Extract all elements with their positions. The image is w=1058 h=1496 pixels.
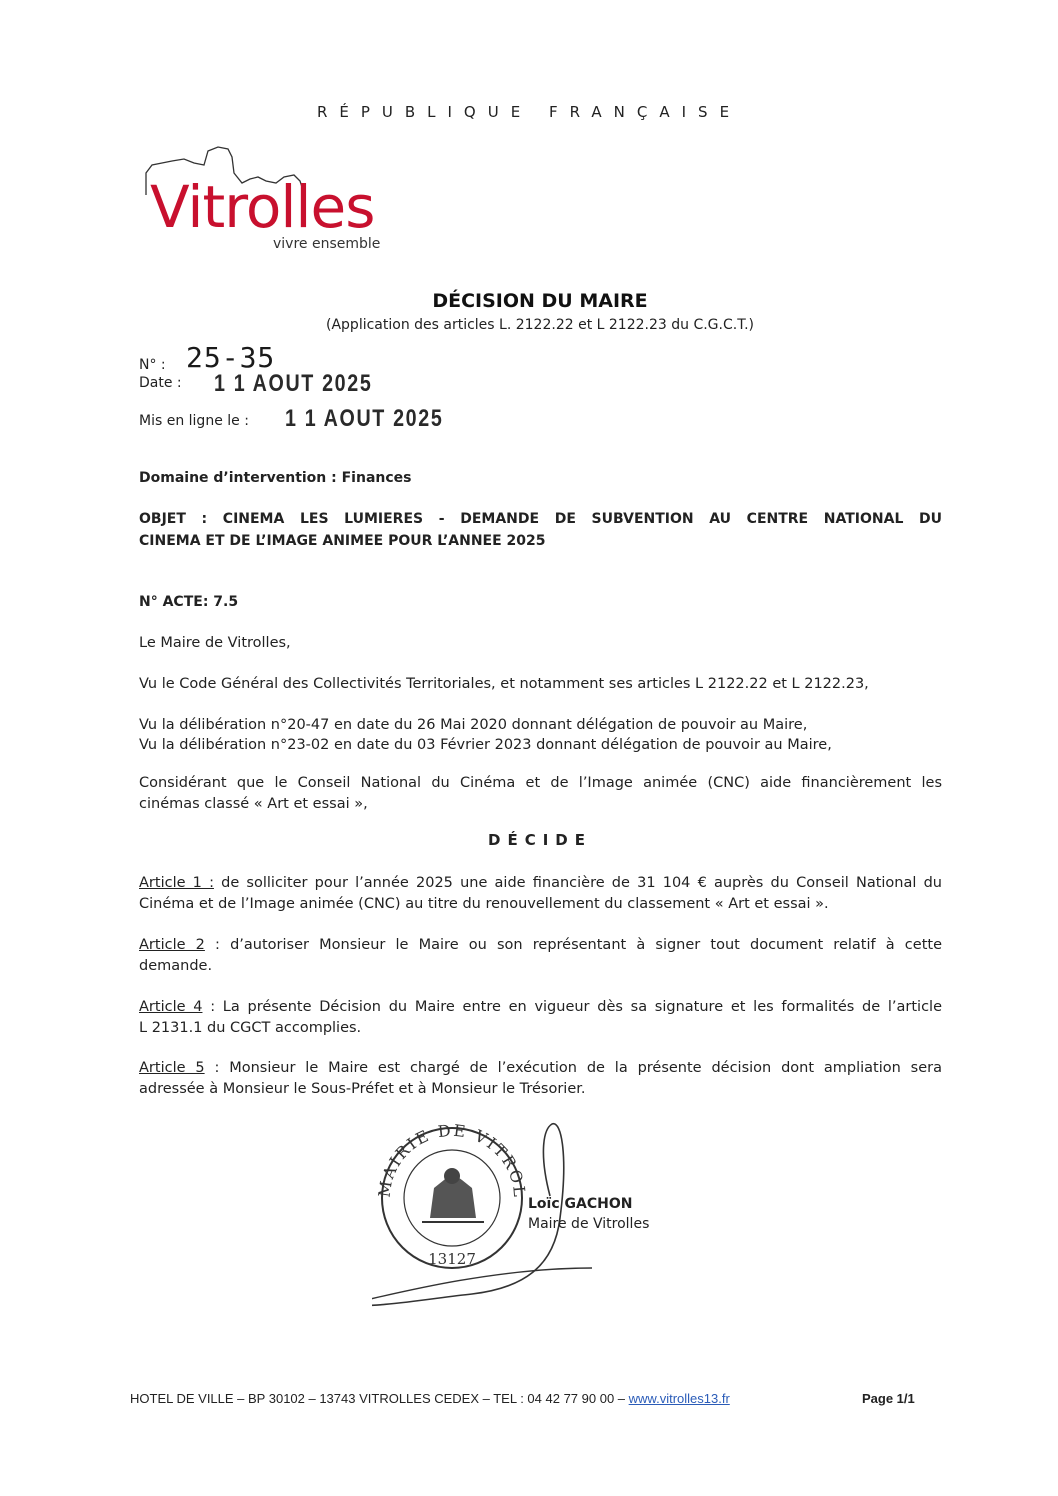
article-5-text: : Monsieur le Maire est chargé de l’exécution de la présente décision dont ampliation sera	[204, 1060, 943, 1076]
page-subtitle: (Application des articles L. 2122.22 et L 2122.23 du C.G.C.T.)	[326, 317, 754, 333]
logo-tagline: vivre ensemble	[273, 236, 381, 252]
article-5-line-2: adressée à Monsieur le Sous-Préfet et à Monsieur le Trésorier.	[139, 1081, 586, 1097]
signer-name: Loïc GACHON	[528, 1196, 633, 1212]
considerant-line-2: cinémas classé « Art et essai »,	[139, 796, 368, 812]
article-2-line-2: demande.	[139, 958, 213, 974]
article-2-label: Article 2	[139, 937, 205, 953]
domain-line: Domaine d’intervention : Finances	[139, 470, 412, 486]
footer-address-text: HOTEL DE VILLE – BP 30102 – 13743 VITROLLES CEDEX – TEL : 04 42 77 90 00 –	[130, 1391, 629, 1406]
article-4-label: Article 4	[139, 999, 203, 1015]
date-label: Date :	[139, 375, 182, 391]
article-1-text: de solliciter pour l’année 2025 une aide financière de 31 104 € auprès du Conseil National du	[213, 875, 942, 891]
article-1-line-2: Cinéma et de l’Image animée (CNC) au titre du renouvellement du classement « Art et essai ».	[139, 896, 829, 912]
article-5-label: Article 5	[139, 1060, 205, 1076]
article-4-line-2: L 2131.1 du CGCT accomplies.	[139, 1020, 362, 1036]
decide-heading: DÉCIDE	[488, 831, 592, 849]
number-label: N° :	[139, 357, 166, 373]
footer-address	[130, 1391, 730, 1406]
object-line-1: OBJET : CINEMA LES LUMIERES - DEMANDE DE SUBVENTION AU CENTRE NATIONAL DU	[139, 511, 942, 527]
acte-number: N° ACTE: 7.5	[139, 594, 239, 610]
article-2-text: : d’autoriser Monsieur le Maire ou son représentant à signer tout document relatif à cette	[204, 937, 942, 953]
decision-date-stamp: 1 1 AOUT 2025	[214, 370, 373, 397]
page-number: Page 1/1	[862, 1391, 915, 1406]
website-link[interactable]: www.vitrolles13.fr	[628, 1391, 730, 1406]
article-1-label: Article 1 :	[139, 875, 214, 891]
considerant-line-1: Considérant que le Conseil National du Cinéma et de l’Image animée (CNC) aide financièrement les	[139, 775, 942, 791]
signer-title: Maire de Vitrolles	[528, 1216, 650, 1232]
article-5-line-1	[139, 1058, 942, 1079]
decision-number: 25-35	[186, 341, 276, 374]
article-4-text: : La présente Décision du Maire entre en vigueur dès sa signature et les formalités de l’article	[202, 999, 942, 1015]
seal-text: MAIRIE DE VITROL	[374, 1120, 530, 1200]
page-title: DÉCISION DU MAIRE	[432, 290, 648, 312]
online-date-stamp: 1 1 AOUT 2025	[285, 405, 444, 432]
object-line-2: CINEMA ET DE L’IMAGE ANIMEE POUR L’ANNEE 2025	[139, 533, 546, 549]
vitrolles-logo	[138, 143, 418, 258]
vu-deliberation-1: Vu la délibération n°20-47 en date du 26 Mai 2020 donnant délégation de pouvoir au Maire,	[139, 717, 808, 733]
intro-line: Le Maire de Vitrolles,	[139, 635, 291, 651]
seal-number: 13127	[428, 1250, 476, 1268]
online-label: Mis en ligne le :	[139, 413, 249, 429]
logo-word: Vitrolles	[150, 173, 375, 241]
article-1-line-1	[139, 873, 942, 894]
article-4-line-1	[139, 997, 942, 1018]
article-2-line-1	[139, 935, 942, 956]
vu-code-line: Vu le Code Général des Collectivités Territoriales, et notamment ses articles L 2122.22 et L 2122.23,	[139, 676, 869, 692]
republic-heading: RÉPUBLIQUE FRANÇAISE	[316, 103, 742, 121]
vu-deliberation-2: Vu la délibération n°23-02 en date du 03 Février 2023 donnant délégation de pouvoir au Maire,	[139, 737, 832, 753]
